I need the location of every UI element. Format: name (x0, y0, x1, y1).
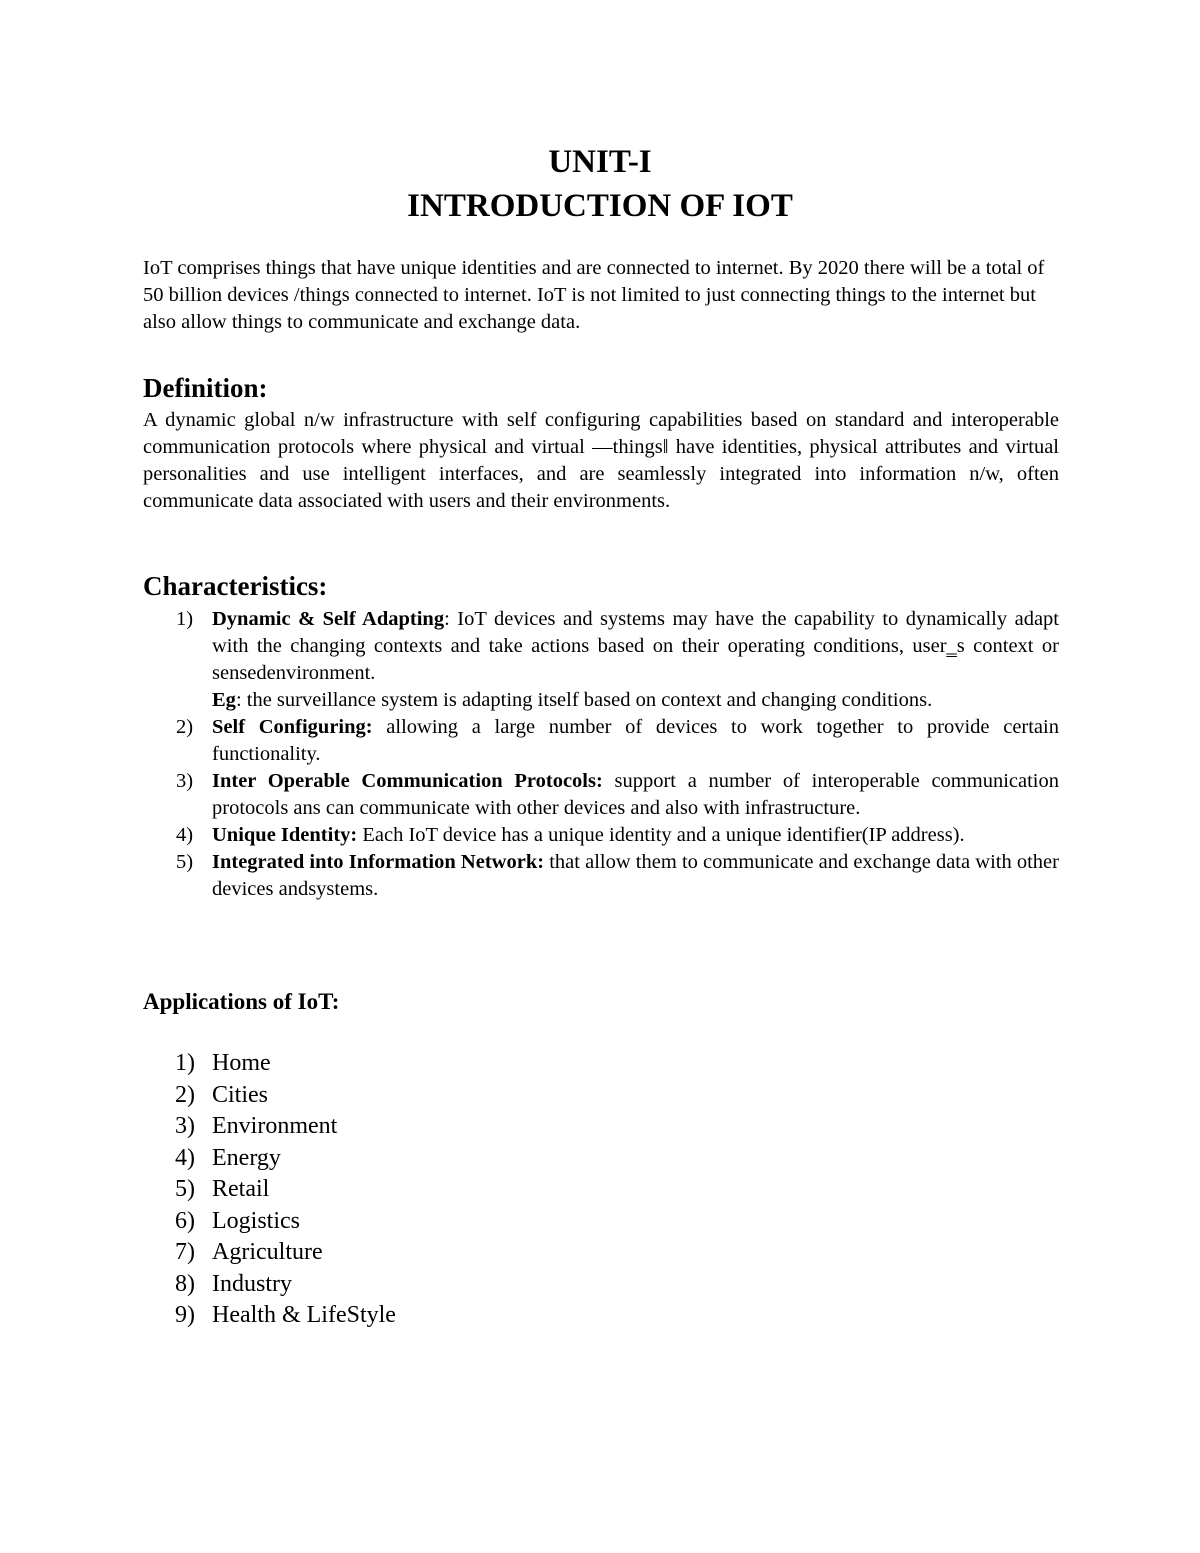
application-number: 3) (175, 1113, 195, 1139)
application-label: Cities (212, 1081, 269, 1108)
application-item (175, 1080, 396, 1112)
characteristic-item (143, 768, 1059, 822)
application-item (175, 1143, 396, 1175)
characteristic-description: : IoT devices and systems may have the capability to dynamically adapt with the changing contexts and take actions based on their operating conditions, user‗s context or sensedenvironment. (212, 608, 1060, 684)
characteristic-number: 2) (176, 716, 194, 738)
characteristic-term: Integrated into Information Network: (212, 851, 545, 873)
application-label: Retail (212, 1176, 270, 1202)
characteristic-number: 3) (176, 770, 194, 792)
application-item (175, 1048, 396, 1080)
application-item (175, 1269, 396, 1301)
application-label: Industry (212, 1270, 292, 1297)
characteristic-description: allowing a large number of devices to work together to provide certain functionality. (212, 716, 1059, 765)
application-label: Agriculture (212, 1239, 323, 1265)
intro-paragraph: IoT comprises things that have unique identities and are connected to internet. By 2020 there will be a total of 50 billion devices /things connected to internet. IoT is not limited to just connecting things to the internet but also allow things to communicate and exchange data. (143, 257, 1045, 333)
characteristic-description: support a number of interoperable communication protocols ans can communicate with other devices and also with infrastructure. (212, 770, 1059, 819)
unit-title: UNIT-I (548, 144, 652, 180)
example-label: Eg (212, 689, 236, 711)
applications-list (175, 1048, 396, 1332)
application-item (175, 1174, 396, 1206)
application-item (175, 1237, 396, 1269)
characteristic-item (143, 849, 1059, 903)
application-number: 7) (175, 1239, 195, 1265)
characteristic-number: 1) (176, 608, 194, 630)
example-text: : the surveillance system is adapting itself based on context and changing conditions. (235, 689, 933, 711)
application-label: Energy (212, 1144, 281, 1171)
application-number: 1) (175, 1050, 195, 1076)
application-item (175, 1111, 396, 1143)
application-number: 8) (175, 1270, 195, 1297)
characteristic-term: Unique Identity: (212, 824, 358, 846)
characteristic-item (143, 822, 1059, 849)
characteristic-item (143, 714, 1059, 768)
application-number: 5) (175, 1176, 195, 1202)
application-label: Health & LifeStyle (212, 1302, 396, 1328)
characteristics-heading: Characteristics: (143, 571, 328, 601)
definition-heading: Definition: (143, 373, 268, 403)
characteristic-term: Dynamic & Self Adapting (212, 608, 445, 630)
characteristic-term: Self Configuring: (212, 716, 373, 738)
characteristic-description: Each IoT device has a unique identity and a unique identifier(IP address). (357, 824, 965, 846)
application-number: 2) (175, 1081, 195, 1108)
application-label: Logistics (212, 1207, 300, 1234)
document-title: INTRODUCTION OF IOT (407, 188, 793, 224)
applications-heading: Applications of IoT: (143, 989, 340, 1014)
application-label: Home (212, 1050, 271, 1076)
characteristic-term: Inter Operable Communication Protocols: (212, 770, 603, 792)
application-number: 9) (175, 1302, 195, 1328)
definition-paragraph: A dynamic global n/w infrastructure with self configuring capabilities based on standard and interoperable communication protocols where physical and virtual ―things‖ have identities, physical attributes and virtual personalities and use intelligent interfaces, and are seamlessly integrated into information n/w, often communicate data associated with users and their environments. (143, 409, 1059, 512)
characteristic-number: 5) (176, 851, 194, 873)
application-number: 4) (175, 1144, 195, 1171)
application-label: Environment (212, 1113, 338, 1139)
application-number: 6) (175, 1207, 195, 1234)
application-item (175, 1300, 396, 1332)
example-line (212, 687, 1059, 714)
characteristic-description: that allow them to communicate and exchange data with other devices andsystems. (212, 851, 1059, 900)
characteristic-number: 4) (176, 824, 194, 846)
characteristics-list (143, 606, 1059, 903)
characteristic-item (143, 606, 1059, 714)
application-item (175, 1206, 396, 1238)
